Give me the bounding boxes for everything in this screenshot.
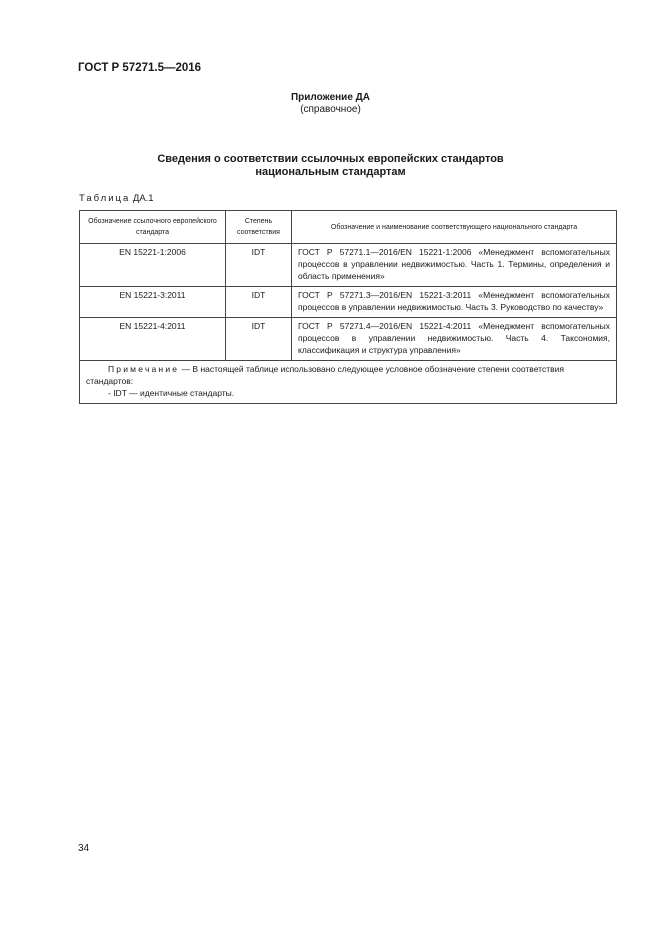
section-title	[0, 153, 661, 179]
cell-degree: IDT	[226, 318, 292, 361]
annex-subtitle: (справочное)	[300, 104, 361, 115]
note-body: — В настоящей таблице использовано следующее условное обозначение степени соответствия стандартов:	[86, 364, 564, 386]
table-row	[80, 287, 617, 318]
section-title-line2: национальным стандартам	[255, 166, 406, 178]
section-title-line1: Сведения о соответствии ссылочных европейских стандартов	[157, 153, 504, 165]
table-note	[80, 361, 617, 404]
cell-degree: IDT	[226, 287, 292, 318]
cell-national-standard: ГОСТ Р 57271.4—2016/EN 15221-4:2011 «Менеджмент вспомогательных процессов в управлении недвижимостью. Часть 4. Таксономия, классификация и структура управления»	[292, 318, 617, 361]
annex-heading	[0, 92, 661, 116]
note-text	[86, 363, 610, 387]
table-caption	[79, 193, 154, 204]
cell-degree: IDT	[226, 244, 292, 287]
note-label: Примечание	[108, 364, 180, 374]
cell-european-standard: EN 15221-4:2011	[80, 318, 226, 361]
table-caption-number: ДА.1	[130, 193, 154, 204]
table-row	[80, 318, 617, 361]
document-code: ГОСТ Р 57271.5—2016	[78, 62, 202, 74]
column-header-national-standard: Обозначение и наименование соответствующего национального стандарта	[292, 211, 617, 244]
table-note-row	[80, 361, 617, 404]
annex-title: Приложение ДА	[290, 92, 371, 103]
note-item: - IDT — идентичные стандарты.	[108, 388, 235, 398]
correspondence-table	[79, 210, 617, 404]
cell-european-standard: EN 15221-1:2006	[80, 244, 226, 287]
cell-national-standard: ГОСТ Р 57271.1—2016/EN 15221-1:2006 «Менеджмент вспомогательных процессов в управлении недвижимостью. Часть 1. Термины, определения и область применения»	[292, 244, 617, 287]
column-header-european-standard: Обозначение ссылочного европейского стандарта	[80, 211, 226, 244]
column-header-degree: Степень соответствия	[226, 211, 292, 244]
table-header-row	[80, 211, 617, 244]
cell-national-standard: ГОСТ Р 57271.3—2016/EN 15221-3:2011 «Менеджмент вспомогательных процессов в управлении недвижимостью. Часть 3. Руководство по качеству»	[292, 287, 617, 318]
cell-european-standard: EN 15221-3:2011	[80, 287, 226, 318]
page-number: 34	[78, 843, 90, 854]
table-caption-label: Таблица	[79, 193, 131, 204]
table-row	[80, 244, 617, 287]
